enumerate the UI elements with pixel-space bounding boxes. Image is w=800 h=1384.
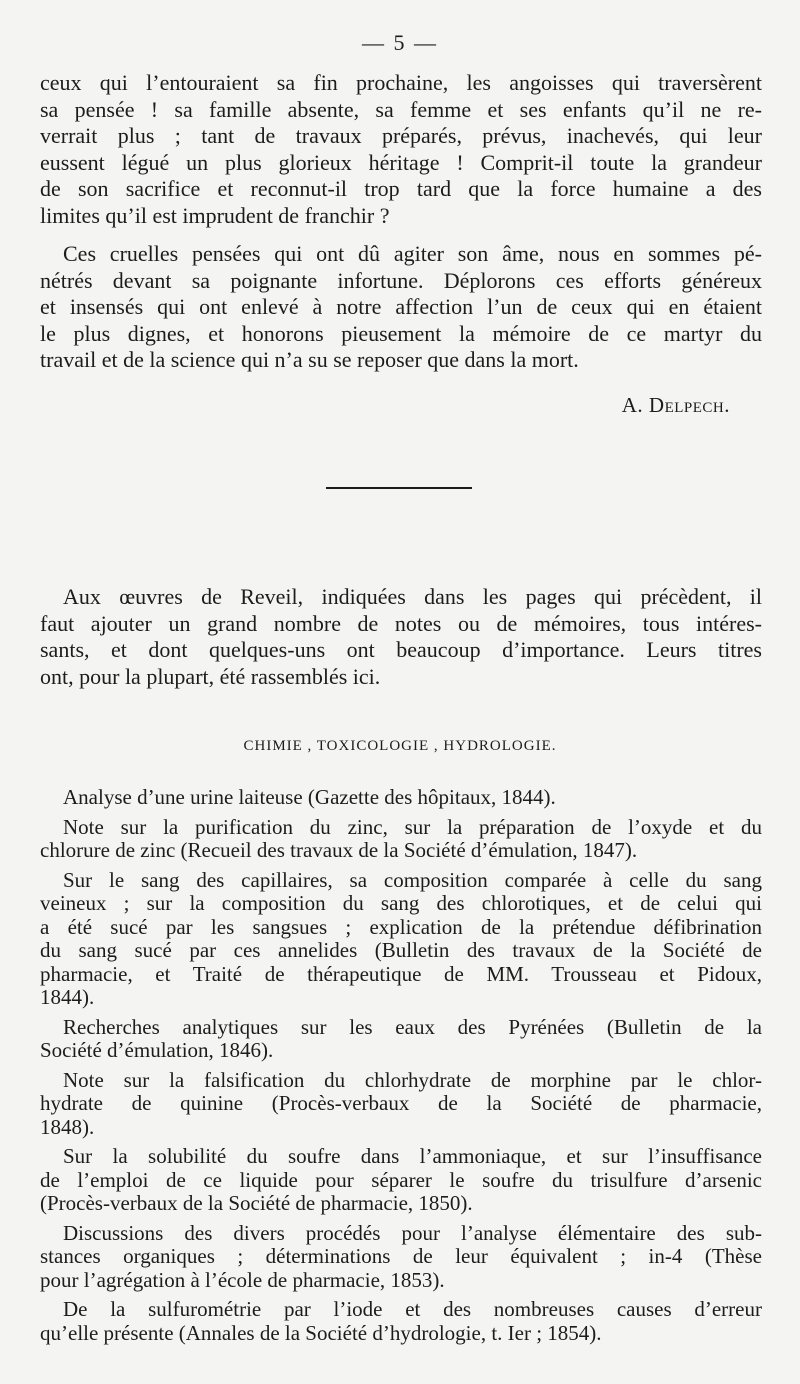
entry-line: a été sucé par les sangsues ; explication de la prétendue défibrination [40, 914, 762, 939]
text-line: nétrés devant sa poignante infortune. Déplorons ces efforts généreux [40, 267, 762, 293]
text-line: sa pensée ! sa famille absente, sa femme et ses enfants qu’il ne re- [40, 96, 762, 122]
bibliography-entry [40, 1145, 762, 1216]
entry-line: hydrate de quinine (Procès-verbaux de la Société de pharmacie, [40, 1091, 762, 1115]
entry-line: Note sur la falsification du chlorhydrate de morphine par le chlor- [63, 1067, 762, 1092]
entry-line: du sang sucé par ces annelides (Bulletin des travaux de la Société de [40, 938, 762, 962]
bibliography-list [40, 786, 762, 1351]
text-line: sants, et dont quelques-uns ont beaucoup d’importance. Leurs titres [40, 637, 762, 662]
entry-line: 1844). [40, 985, 95, 1009]
bibliography-entry [40, 1298, 762, 1345]
page-number: — 5 — [362, 30, 438, 55]
entry-line: Sur le sang des capillaires, sa composition comparée à celle du sang [63, 867, 762, 892]
entry-line: veineux ; sur la composition du sang des chlorotiques, et de celui qui [40, 891, 762, 915]
entry-line: Recherches analytiques sur les eaux des Pyrénées (Bulletin de la [63, 1014, 762, 1039]
entry-line: Discussions des divers procédés pour l’analyse élémentaire des sub- [63, 1220, 762, 1245]
signature [622, 393, 730, 418]
entry-line: de l’emploi de ce liquide pour séparer le soufre du trisulfure d’arsenic [40, 1167, 762, 1192]
intro-paragraph-2 [40, 241, 762, 374]
entry-line: pour l’agrégation à l’école de pharmacie, 1853). [40, 1267, 445, 1292]
text-line: eussent légué un plus glorieux héritage ! Comprit-il toute la grandeur [40, 149, 762, 175]
addendum-paragraph [40, 584, 762, 690]
entry-line: pharmacie, et Traité de thérapeutique de MM. Trousseau et Pidoux, [40, 961, 762, 986]
text-line: Ces cruelles pensées qui ont dû agiter son âme, nous en sommes pé- [63, 241, 762, 266]
entry-line: Analyse d’une urine laiteuse (Gazette des hôpitaux, 1844). [63, 785, 556, 809]
text-line: verrait plus ; tant de travaux préparés, prévus, inachevés, qui leur [40, 123, 762, 148]
text-line: limites qu’il est imprudent de franchir ? [40, 202, 390, 228]
bibliography-entry [40, 816, 762, 863]
text-line: Aux œuvres de Reveil, indiquées dans les pages qui précèdent, il [63, 584, 762, 609]
bibliography-entry [40, 1222, 762, 1293]
text-line: le plus dignes, et honorons pieusement la mémoire de ce martyr du [40, 320, 762, 346]
bibliography-entry [40, 1016, 762, 1063]
text-line: ceux qui l’entouraient sa fin prochaine, les angoisses qui traversèrent [40, 70, 762, 95]
entry-line: qu’elle présente (Annales de la Société d’hydrologie, t. Ier ; 1854). [40, 1320, 602, 1345]
entry-line: Note sur la purification du zinc, sur la préparation de l’oxyde et du [63, 814, 762, 839]
text-line: et insensés qui ont enlevé à notre affection l’un de ceux qui en étaient [40, 294, 762, 319]
text-line: faut ajouter un grand nombre de notes ou de mémoires, tous intéres- [40, 610, 762, 636]
section-heading: CHIMIE , TOXICOLOGIE , HYDROLOGIE. [243, 738, 557, 754]
text-line: travail et de la science qui n’a su se reposer que dans la mort. [40, 347, 579, 372]
section-divider [326, 487, 472, 489]
entry-line: De la sulfurométrie par l’iode et des nombreuses causes d’erreur [63, 1297, 762, 1321]
entry-line: Sur la solubilité du soufre dans l’ammoniaque, et sur l’insuffisance [63, 1144, 762, 1168]
text-line: ont, pour la plupart, été rassemblés ici. [40, 663, 381, 689]
entry-line: (Procès-verbaux de la Société de pharmacie, 1850). [40, 1191, 473, 1215]
bibliography-entry [40, 1069, 762, 1140]
entry-line: chlorure de zinc (Recueil des travaux de la Société d’émulation, 1847). [40, 838, 638, 862]
signature-name: Delpech. [648, 393, 730, 417]
bibliography-entry [40, 786, 762, 810]
bibliography-entry [40, 869, 762, 1010]
entry-line: stances organiques ; déterminations de leur équivalent ; in-4 (Thèse [40, 1244, 762, 1268]
entry-line: 1848). [40, 1114, 95, 1139]
entry-line: Société d’émulation, 1846). [40, 1038, 274, 1062]
intro-paragraph-1 [40, 70, 762, 229]
text-line: de son sacrifice et reconnut-il trop tard que la force humaine a des [40, 176, 762, 201]
signature-initial: A. [621, 393, 644, 417]
